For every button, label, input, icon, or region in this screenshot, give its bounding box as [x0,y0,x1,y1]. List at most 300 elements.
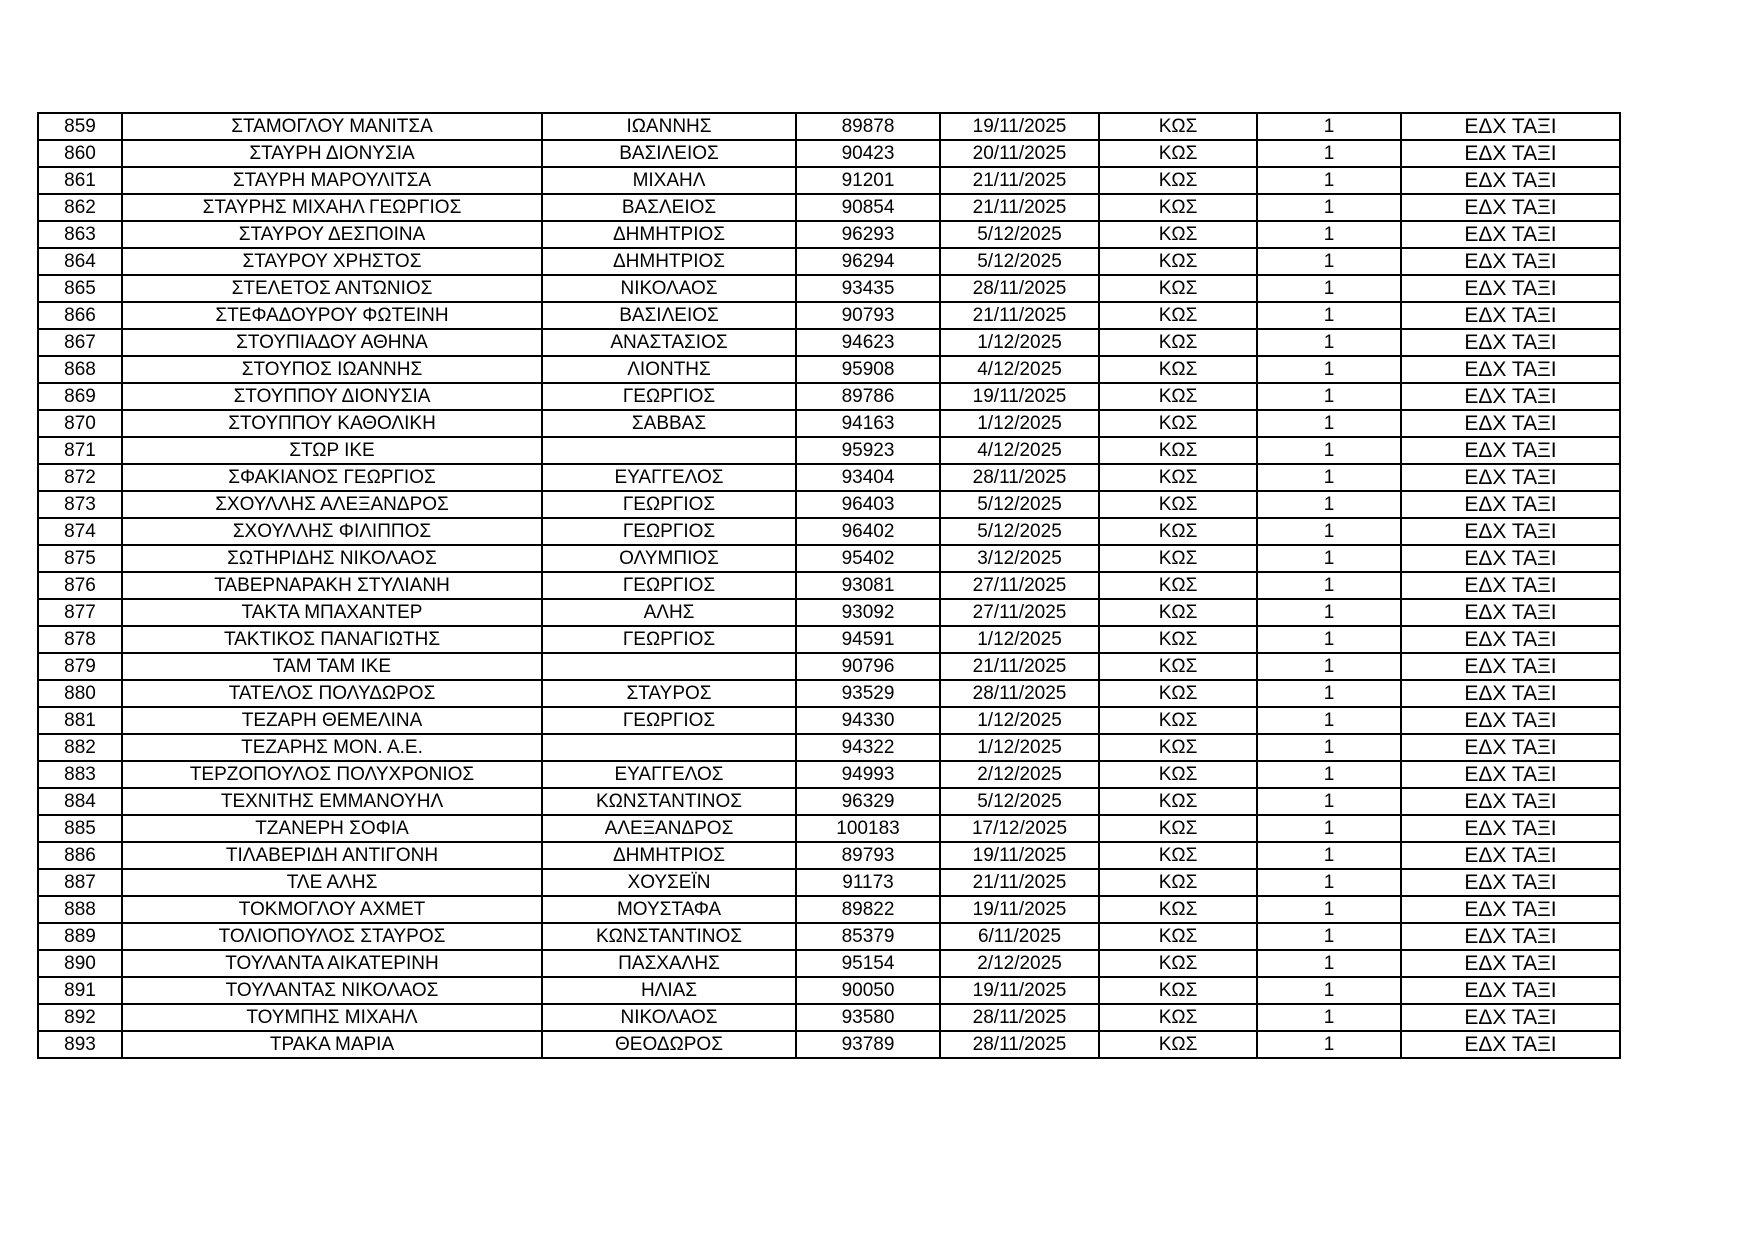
row-number-cell: 874 [38,518,122,545]
table-row [38,491,1620,518]
full-name-cell: ΤΑΚΤΑ ΜΠΑΧΑΝΤΕΡ [122,599,542,626]
protocol-number-cell: 94591 [796,626,940,653]
licenses-count-cell: 1 [1257,113,1401,140]
area-cell: ΚΩΣ [1099,1031,1257,1058]
father-name-cell: ΔΗΜΗΤΡΙΟΣ [542,248,796,275]
row-number-cell: 877 [38,599,122,626]
full-name-cell: ΤΡΑΚΑ ΜΑΡΙΑ [122,1031,542,1058]
protocol-number-cell: 93580 [796,1004,940,1031]
table-row [38,302,1620,329]
full-name-cell: ΣΤΩΡ ΙΚΕ [122,437,542,464]
father-name-cell: ΗΛΙΑΣ [542,977,796,1004]
licenses-count-cell: 1 [1257,734,1401,761]
protocol-number-cell: 90796 [796,653,940,680]
row-number-cell: 861 [38,167,122,194]
row-number-cell: 884 [38,788,122,815]
category-cell: ΕΔΧ ΤΑΞΙ [1401,518,1620,545]
full-name-cell: ΤΟΥΜΠΗΣ ΜΙΧΑΗΛ [122,1004,542,1031]
father-name-cell: ΘΕΟΔΩΡΟΣ [542,1031,796,1058]
area-cell: ΚΩΣ [1099,356,1257,383]
date-cell: 19/11/2025 [940,896,1099,923]
category-cell: ΕΔΧ ΤΑΞΙ [1401,977,1620,1004]
protocol-number-cell: 91173 [796,869,940,896]
category-cell: ΕΔΧ ΤΑΞΙ [1401,302,1620,329]
licenses-count-cell: 1 [1257,707,1401,734]
table-row [38,194,1620,221]
category-cell: ΕΔΧ ΤΑΞΙ [1401,275,1620,302]
row-number-cell: 892 [38,1004,122,1031]
protocol-number-cell: 89822 [796,896,940,923]
protocol-number-cell: 93404 [796,464,940,491]
father-name-cell: ΟΛΥΜΠΙΟΣ [542,545,796,572]
area-cell: ΚΩΣ [1099,680,1257,707]
date-cell: 5/12/2025 [940,248,1099,275]
full-name-cell: ΣΩΤΗΡΙΔΗΣ ΝΙΚΟΛΑΟΣ [122,545,542,572]
licenses-count-cell: 1 [1257,626,1401,653]
protocol-number-cell: 89786 [796,383,940,410]
area-cell: ΚΩΣ [1099,437,1257,464]
protocol-number-cell: 94623 [796,329,940,356]
full-name-cell: ΣΤΑΥΡΗ ΜΑΡΟΥΛΙΤΣΑ [122,167,542,194]
father-name-cell [542,437,796,464]
date-cell: 19/11/2025 [940,977,1099,1004]
full-name-cell: ΣΤΑΥΡΗΣ ΜΙΧΑΗΛ ΓΕΩΡΓΙΟΣ [122,194,542,221]
table-row [38,869,1620,896]
category-cell: ΕΔΧ ΤΑΞΙ [1401,896,1620,923]
table-row [38,383,1620,410]
full-name-cell: ΣΤΟΥΠΙΑΔΟΥ ΑΘΗΝΑ [122,329,542,356]
date-cell: 21/11/2025 [940,869,1099,896]
protocol-number-cell: 95402 [796,545,940,572]
register-table-body [38,113,1620,1058]
row-number-cell: 864 [38,248,122,275]
full-name-cell: ΤΕΡΖΟΠΟΥΛΟΣ ΠΟΛΥΧΡΟΝΙΟΣ [122,761,542,788]
date-cell: 5/12/2025 [940,221,1099,248]
father-name-cell: ΔΗΜΗΤΡΙΟΣ [542,842,796,869]
row-number-cell: 893 [38,1031,122,1058]
licenses-count-cell: 1 [1257,545,1401,572]
row-number-cell: 872 [38,464,122,491]
category-cell: ΕΔΧ ΤΑΞΙ [1401,329,1620,356]
licenses-count-cell: 1 [1257,383,1401,410]
row-number-cell: 880 [38,680,122,707]
date-cell: 1/12/2025 [940,410,1099,437]
row-number-cell: 866 [38,302,122,329]
date-cell: 6/11/2025 [940,923,1099,950]
licenses-count-cell: 1 [1257,329,1401,356]
protocol-number-cell: 90050 [796,977,940,1004]
category-cell: ΕΔΧ ΤΑΞΙ [1401,221,1620,248]
table-row [38,410,1620,437]
full-name-cell: ΤΟΥΛΑΝΤΑΣ ΝΙΚΟΛΑΟΣ [122,977,542,1004]
table-row [38,977,1620,1004]
father-name-cell: ΓΕΩΡΓΙΟΣ [542,572,796,599]
licenses-count-cell: 1 [1257,572,1401,599]
father-name-cell: ΚΩΝΣΤΑΝΤΙΝΟΣ [542,788,796,815]
licenses-count-cell: 1 [1257,356,1401,383]
category-cell: ΕΔΧ ΤΑΞΙ [1401,923,1620,950]
table-row [38,653,1620,680]
date-cell: 5/12/2025 [940,788,1099,815]
row-number-cell: 871 [38,437,122,464]
father-name-cell: ΔΗΜΗΤΡΙΟΣ [542,221,796,248]
area-cell: ΚΩΣ [1099,653,1257,680]
category-cell: ΕΔΧ ΤΑΞΙ [1401,464,1620,491]
father-name-cell: ΓΕΩΡΓΙΟΣ [542,518,796,545]
date-cell: 2/12/2025 [940,761,1099,788]
date-cell: 20/11/2025 [940,140,1099,167]
licenses-count-cell: 1 [1257,167,1401,194]
table-row [38,437,1620,464]
category-cell: ΕΔΧ ΤΑΞΙ [1401,815,1620,842]
licenses-count-cell: 1 [1257,275,1401,302]
date-cell: 19/11/2025 [940,383,1099,410]
date-cell: 5/12/2025 [940,518,1099,545]
father-name-cell: ΑΝΑΣΤΑΣΙΟΣ [542,329,796,356]
father-name-cell [542,653,796,680]
area-cell: ΚΩΣ [1099,923,1257,950]
father-name-cell: ΓΕΩΡΓΙΟΣ [542,491,796,518]
area-cell: ΚΩΣ [1099,842,1257,869]
date-cell: 19/11/2025 [940,113,1099,140]
licenses-count-cell: 1 [1257,194,1401,221]
licenses-count-cell: 1 [1257,788,1401,815]
area-cell: ΚΩΣ [1099,140,1257,167]
area-cell: ΚΩΣ [1099,275,1257,302]
full-name-cell: ΤΟΛΙΟΠΟΥΛΟΣ ΣΤΑΥΡΟΣ [122,923,542,950]
father-name-cell: ΧΟΥΣΕΪΝ [542,869,796,896]
area-cell: ΚΩΣ [1099,194,1257,221]
row-number-cell: 885 [38,815,122,842]
table-row [38,599,1620,626]
row-number-cell: 859 [38,113,122,140]
licenses-count-cell: 1 [1257,599,1401,626]
area-cell: ΚΩΣ [1099,410,1257,437]
area-cell: ΚΩΣ [1099,302,1257,329]
table-row [38,464,1620,491]
protocol-number-cell: 89793 [796,842,940,869]
protocol-number-cell: 90793 [796,302,940,329]
date-cell: 28/11/2025 [940,275,1099,302]
protocol-number-cell: 93435 [796,275,940,302]
licenses-count-cell: 1 [1257,248,1401,275]
protocol-number-cell: 90854 [796,194,940,221]
father-name-cell: ΛΙΟΝΤΗΣ [542,356,796,383]
father-name-cell: ΙΩΑΝΝΗΣ [542,113,796,140]
area-cell: ΚΩΣ [1099,248,1257,275]
licenses-count-cell: 1 [1257,221,1401,248]
category-cell: ΕΔΧ ΤΑΞΙ [1401,869,1620,896]
protocol-number-cell: 96293 [796,221,940,248]
protocol-number-cell: 100183 [796,815,940,842]
category-cell: ΕΔΧ ΤΑΞΙ [1401,761,1620,788]
father-name-cell: ΕΥΑΓΓΕΛΟΣ [542,464,796,491]
date-cell: 21/11/2025 [940,167,1099,194]
date-cell: 4/12/2025 [940,356,1099,383]
full-name-cell: ΣΤΑΥΡΟΥ ΔΕΣΠΟΙΝΑ [122,221,542,248]
protocol-number-cell: 93529 [796,680,940,707]
full-name-cell: ΤΕΖΑΡΗ ΘΕΜΕΛΙΝΑ [122,707,542,734]
father-name-cell: ΓΕΩΡΓΙΟΣ [542,626,796,653]
full-name-cell: ΤΛΕ ΑΛΗΣ [122,869,542,896]
father-name-cell: ΣΤΑΥΡΟΣ [542,680,796,707]
full-name-cell: ΤΑΚΤΙΚΟΣ ΠΑΝΑΓΙΩΤΗΣ [122,626,542,653]
licenses-count-cell: 1 [1257,950,1401,977]
father-name-cell: ΜΟΥΣΤΑΦΑ [542,896,796,923]
category-cell: ΕΔΧ ΤΑΞΙ [1401,680,1620,707]
full-name-cell: ΤΕΖΑΡΗΣ ΜΟΝ. Α.Ε. [122,734,542,761]
category-cell: ΕΔΧ ΤΑΞΙ [1401,491,1620,518]
row-number-cell: 879 [38,653,122,680]
full-name-cell: ΣΦΑΚΙΑΝΟΣ ΓΕΩΡΓΙΟΣ [122,464,542,491]
licenses-count-cell: 1 [1257,437,1401,464]
area-cell: ΚΩΣ [1099,707,1257,734]
category-cell: ΕΔΧ ΤΑΞΙ [1401,626,1620,653]
date-cell: 1/12/2025 [940,734,1099,761]
row-number-cell: 875 [38,545,122,572]
area-cell: ΚΩΣ [1099,572,1257,599]
category-cell: ΕΔΧ ΤΑΞΙ [1401,383,1620,410]
table-row [38,761,1620,788]
protocol-number-cell: 94993 [796,761,940,788]
table-row [38,275,1620,302]
father-name-cell: ΓΕΩΡΓΙΟΣ [542,383,796,410]
father-name-cell: ΠΑΣΧΑΛΗΣ [542,950,796,977]
row-number-cell: 873 [38,491,122,518]
area-cell: ΚΩΣ [1099,221,1257,248]
category-cell: ΕΔΧ ΤΑΞΙ [1401,653,1620,680]
date-cell: 21/11/2025 [940,194,1099,221]
area-cell: ΚΩΣ [1099,815,1257,842]
table-row [38,1004,1620,1031]
date-cell: 4/12/2025 [940,437,1099,464]
protocol-number-cell: 90423 [796,140,940,167]
category-cell: ΕΔΧ ΤΑΞΙ [1401,167,1620,194]
table-row [38,680,1620,707]
category-cell: ΕΔΧ ΤΑΞΙ [1401,545,1620,572]
category-cell: ΕΔΧ ΤΑΞΙ [1401,113,1620,140]
area-cell: ΚΩΣ [1099,599,1257,626]
father-name-cell: ΝΙΚΟΛΑΟΣ [542,1004,796,1031]
full-name-cell: ΣΤΑΥΡΗ ΔΙΟΝΥΣΙΑ [122,140,542,167]
protocol-number-cell: 96329 [796,788,940,815]
category-cell: ΕΔΧ ΤΑΞΙ [1401,788,1620,815]
protocol-number-cell: 94330 [796,707,940,734]
licenses-count-cell: 1 [1257,761,1401,788]
category-cell: ΕΔΧ ΤΑΞΙ [1401,140,1620,167]
licenses-count-cell: 1 [1257,923,1401,950]
row-number-cell: 867 [38,329,122,356]
protocol-number-cell: 96294 [796,248,940,275]
table-row [38,842,1620,869]
licenses-count-cell: 1 [1257,1031,1401,1058]
table-row [38,518,1620,545]
row-number-cell: 888 [38,896,122,923]
full-name-cell: ΣΤΕΦΑΔΟΥΡΟΥ ΦΩΤΕΙΝΗ [122,302,542,329]
licenses-count-cell: 1 [1257,977,1401,1004]
category-cell: ΕΔΧ ΤΑΞΙ [1401,356,1620,383]
protocol-number-cell: 95908 [796,356,940,383]
full-name-cell: ΣΤΑΜΟΓΛΟΥ ΜΑΝΙΤΣΑ [122,113,542,140]
category-cell: ΕΔΧ ΤΑΞΙ [1401,950,1620,977]
father-name-cell: ΑΛΕΞΑΝΔΡΟΣ [542,815,796,842]
area-cell: ΚΩΣ [1099,788,1257,815]
protocol-number-cell: 94322 [796,734,940,761]
row-number-cell: 887 [38,869,122,896]
licenses-count-cell: 1 [1257,491,1401,518]
date-cell: 1/12/2025 [940,626,1099,653]
row-number-cell: 860 [38,140,122,167]
table-row [38,815,1620,842]
full-name-cell: ΣΤΟΥΠΠΟΥ ΔΙΟΝΥΣΙΑ [122,383,542,410]
row-number-cell: 869 [38,383,122,410]
protocol-number-cell: 91201 [796,167,940,194]
row-number-cell: 865 [38,275,122,302]
area-cell: ΚΩΣ [1099,977,1257,1004]
table-row [38,329,1620,356]
table-row [38,950,1620,977]
date-cell: 1/12/2025 [940,707,1099,734]
area-cell: ΚΩΣ [1099,950,1257,977]
category-cell: ΕΔΧ ΤΑΞΙ [1401,734,1620,761]
table-row [38,734,1620,761]
full-name-cell: ΣΤΟΥΠΟΣ ΙΩΑΝΝΗΣ [122,356,542,383]
category-cell: ΕΔΧ ΤΑΞΙ [1401,1004,1620,1031]
category-cell: ΕΔΧ ΤΑΞΙ [1401,1031,1620,1058]
category-cell: ΕΔΧ ΤΑΞΙ [1401,599,1620,626]
licenses-count-cell: 1 [1257,140,1401,167]
date-cell: 3/12/2025 [940,545,1099,572]
table-row [38,113,1620,140]
licenses-count-cell: 1 [1257,302,1401,329]
date-cell: 27/11/2025 [940,572,1099,599]
protocol-number-cell: 95923 [796,437,940,464]
row-number-cell: 891 [38,977,122,1004]
full-name-cell: ΤΑΜ ΤΑΜ ΙΚΕ [122,653,542,680]
full-name-cell: ΣΤΑΥΡΟΥ ΧΡΗΣΤΟΣ [122,248,542,275]
full-name-cell: ΤΙΛΑΒΕΡΙΔΗ ΑΝΤΙΓΟΝΗ [122,842,542,869]
father-name-cell: ΚΩΝΣΤΑΝΤΙΝΟΣ [542,923,796,950]
category-cell: ΕΔΧ ΤΑΞΙ [1401,248,1620,275]
row-number-cell: 870 [38,410,122,437]
date-cell: 2/12/2025 [940,950,1099,977]
table-row [38,923,1620,950]
licenses-count-cell: 1 [1257,518,1401,545]
register-table [37,112,1621,1059]
row-number-cell: 881 [38,707,122,734]
licenses-count-cell: 1 [1257,653,1401,680]
father-name-cell: ΒΑΣΙΛΕΙΟΣ [542,140,796,167]
licenses-count-cell: 1 [1257,896,1401,923]
table-row [38,545,1620,572]
protocol-number-cell: 96402 [796,518,940,545]
table-row [38,221,1620,248]
father-name-cell: ΒΑΣΙΛΕΙΟΣ [542,302,796,329]
date-cell: 28/11/2025 [940,1031,1099,1058]
area-cell: ΚΩΣ [1099,464,1257,491]
protocol-number-cell: 96403 [796,491,940,518]
row-number-cell: 863 [38,221,122,248]
date-cell: 21/11/2025 [940,302,1099,329]
table-row [38,896,1620,923]
date-cell: 21/11/2025 [940,653,1099,680]
area-cell: ΚΩΣ [1099,896,1257,923]
full-name-cell: ΤΑΤΕΛΟΣ ΠΟΛΥΔΩΡΟΣ [122,680,542,707]
row-number-cell: 890 [38,950,122,977]
table-row [38,140,1620,167]
full-name-cell: ΤΟΚΜΟΓΛΟΥ ΑΧΜΕΤ [122,896,542,923]
table-row [38,1031,1620,1058]
protocol-number-cell: 95154 [796,950,940,977]
table-row [38,707,1620,734]
licenses-count-cell: 1 [1257,464,1401,491]
protocol-number-cell: 94163 [796,410,940,437]
category-cell: ΕΔΧ ΤΑΞΙ [1401,572,1620,599]
protocol-number-cell: 89878 [796,113,940,140]
full-name-cell: ΤΕΧΝΙΤΗΣ ΕΜΜΑΝΟΥΗΛ [122,788,542,815]
category-cell: ΕΔΧ ΤΑΞΙ [1401,194,1620,221]
area-cell: ΚΩΣ [1099,518,1257,545]
date-cell: 27/11/2025 [940,599,1099,626]
area-cell: ΚΩΣ [1099,734,1257,761]
full-name-cell: ΣΧΟΥΛΛΗΣ ΦΙΛΙΠΠΟΣ [122,518,542,545]
protocol-number-cell: 85379 [796,923,940,950]
row-number-cell: 882 [38,734,122,761]
protocol-number-cell: 93789 [796,1031,940,1058]
date-cell: 5/12/2025 [940,491,1099,518]
full-name-cell: ΤΟΥΛΑΝΤΑ ΑΙΚΑΤΕΡΙΝΗ [122,950,542,977]
full-name-cell: ΣΤΕΛΕΤΟΣ ΑΝΤΩΝΙΟΣ [122,275,542,302]
date-cell: 28/11/2025 [940,464,1099,491]
table-row [38,626,1620,653]
area-cell: ΚΩΣ [1099,329,1257,356]
full-name-cell: ΤΖΑΝΕΡΗ ΣΟΦΙΑ [122,815,542,842]
area-cell: ΚΩΣ [1099,167,1257,194]
full-name-cell: ΣΧΟΥΛΛΗΣ ΑΛΕΞΑΝΔΡΟΣ [122,491,542,518]
row-number-cell: 889 [38,923,122,950]
date-cell: 28/11/2025 [940,680,1099,707]
category-cell: ΕΔΧ ΤΑΞΙ [1401,842,1620,869]
area-cell: ΚΩΣ [1099,1004,1257,1031]
date-cell: 19/11/2025 [940,842,1099,869]
licenses-count-cell: 1 [1257,680,1401,707]
category-cell: ΕΔΧ ΤΑΞΙ [1401,437,1620,464]
licenses-count-cell: 1 [1257,410,1401,437]
father-name-cell: ΜΙΧΑΗΛ [542,167,796,194]
row-number-cell: 876 [38,572,122,599]
area-cell: ΚΩΣ [1099,383,1257,410]
father-name-cell [542,734,796,761]
protocol-number-cell: 93092 [796,599,940,626]
row-number-cell: 862 [38,194,122,221]
father-name-cell: ΝΙΚΟΛΑΟΣ [542,275,796,302]
protocol-number-cell: 93081 [796,572,940,599]
table-row [38,167,1620,194]
father-name-cell: ΕΥΑΓΓΕΛΟΣ [542,761,796,788]
row-number-cell: 886 [38,842,122,869]
licenses-count-cell: 1 [1257,1004,1401,1031]
licenses-count-cell: 1 [1257,815,1401,842]
table-row [38,788,1620,815]
area-cell: ΚΩΣ [1099,491,1257,518]
area-cell: ΚΩΣ [1099,545,1257,572]
date-cell: 17/12/2025 [940,815,1099,842]
row-number-cell: 878 [38,626,122,653]
table-row [38,356,1620,383]
table-row [38,248,1620,275]
date-cell: 1/12/2025 [940,329,1099,356]
licenses-count-cell: 1 [1257,842,1401,869]
